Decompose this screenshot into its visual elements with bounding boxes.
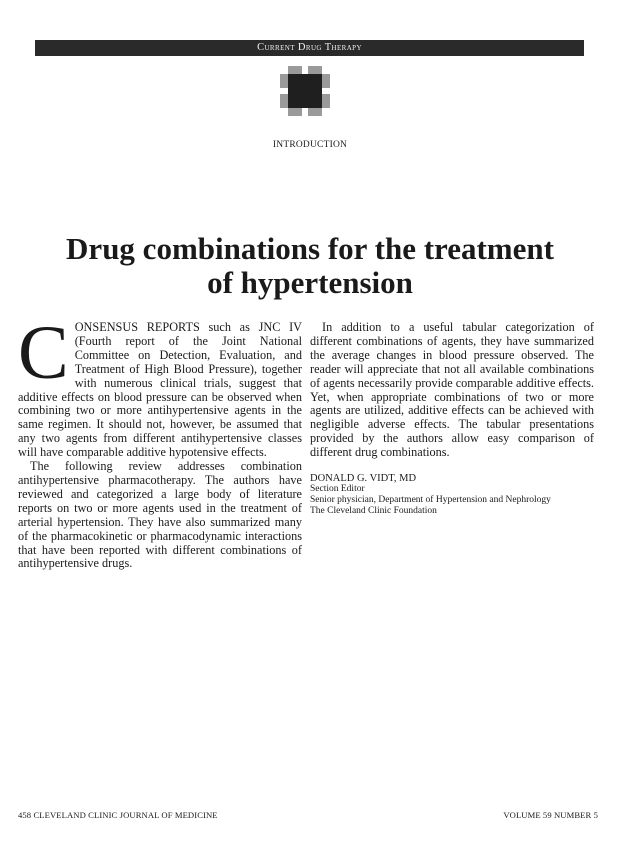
author-institution: The Cleveland Clinic Foundation	[310, 506, 437, 517]
column-left	[18, 311, 303, 571]
author-position: Senior physician, Department of Hypertension and Nephrology	[310, 495, 551, 506]
footer-volume: VOLUME 59 NUMBER 5	[503, 810, 598, 820]
section-label: INTRODUCTION	[272, 140, 348, 150]
title-line-2: of hypertension	[207, 265, 413, 300]
journal-logo-icon	[280, 66, 330, 116]
footer-journal: 458 CLEVELAND CLINIC JOURNAL OF MEDICINE	[18, 810, 218, 820]
author-name: DONALD G. VIDT, MD	[310, 473, 417, 485]
title-line-1: Drug combinations for the treatment	[66, 231, 554, 266]
drop-cap: C	[18, 311, 69, 395]
section-banner: Current Drug Therapy	[35, 40, 584, 56]
column-right	[310, 321, 594, 517]
paragraph-1	[18, 311, 303, 460]
paragraph-1-lead: ONSENSUS REPORTS	[74, 320, 200, 334]
paragraph-3: In addition to a useful tabular categorization of different combinations of agents, they have summarized the average changes in blood pressure observed. The reader will appreciate that not all available combinations of agents necessarily provide comparable additive effects. Yet, when appropriate combinations of two or more agents are utilized, additive effects can be achieved with negligible adverse effects. The tabular presentations provided by the authors allow easy comparison of different drug combinations.	[310, 320, 594, 460]
paragraph-2: The following review addresses combination antihypertensive pharmacotherapy. The authors have reviewed and categorized a large body of literature reports on two or more agents used in the treatment of arterial hypertension. They have also summarized many of the pharmacokinetic or pharmacodynamic interactions that have been reported with different combinations of antihypertensive drugs.	[18, 459, 302, 571]
author-signature	[310, 473, 594, 517]
author-role: Section Editor	[310, 484, 365, 495]
paragraph-1-text: such as JNC IV (Fourth report of the Joint National Committee on Detection, Evaluation, and Treatment of High Blood Pressure), together with numerous clinical trials, suggest that additive effects on blood pressure can be observed when combining two or more antihypertensive agents in the same regimen. It should not, however, be assumed that any two agents from different antihypertensive classes will have comparable additive hypotensive effects.	[18, 320, 303, 460]
article-title	[40, 232, 580, 300]
